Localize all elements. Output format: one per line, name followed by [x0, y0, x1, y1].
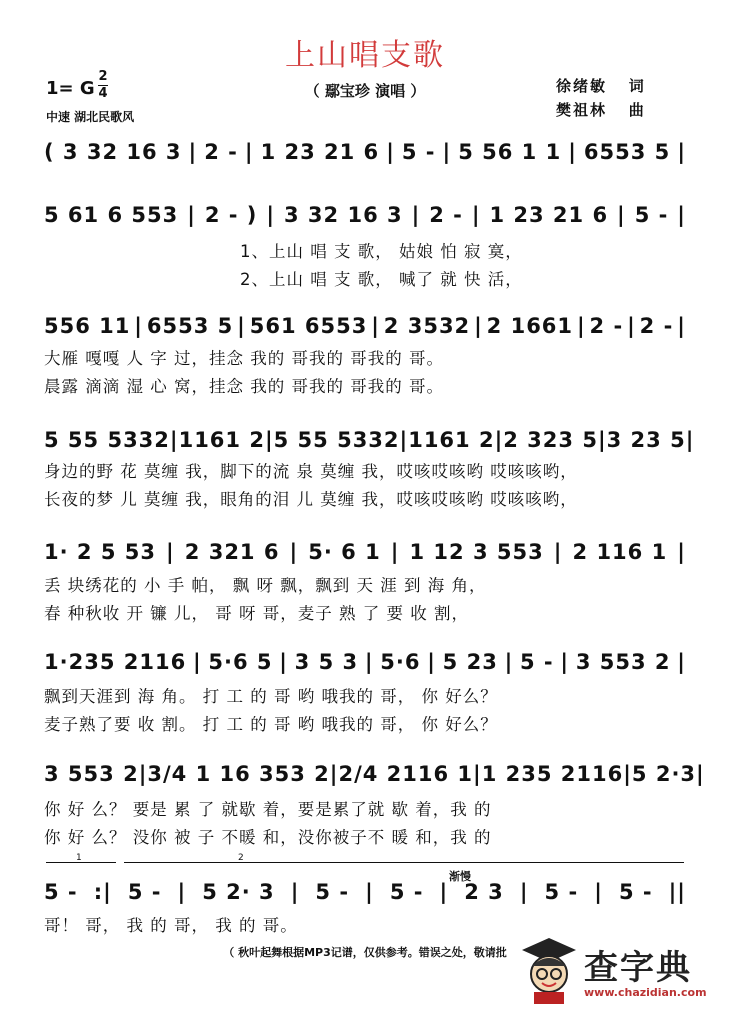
- lyric-line: 你 好 么？ 没你 被 子 不暖 和，没你被子不 暖 和，我 的: [44, 828, 492, 847]
- barline: |: [364, 650, 374, 674]
- barline: |: [169, 428, 179, 452]
- barline: |: [138, 762, 148, 786]
- barline: :|: [93, 880, 112, 904]
- footer-note: （ 秋叶起舞根据MP3记谱，仅供参考。错误之处，敬请批: [223, 946, 507, 959]
- barline: |: [685, 428, 695, 452]
- notation-row: [44, 140, 686, 164]
- barline: |: [365, 880, 374, 904]
- barline: |: [192, 650, 202, 674]
- measure-notes: 2 - ): [204, 203, 258, 227]
- measure-notes: 1161 2: [178, 428, 265, 452]
- lyricist-role: 词: [628, 77, 646, 95]
- measure-notes: 5 2·3: [631, 762, 697, 786]
- measure-notes: 5 2· 3: [202, 880, 275, 904]
- measure-notes: 5 -: [634, 203, 669, 227]
- measure-notes: 2 321 6: [184, 540, 280, 564]
- notation-row: [44, 203, 686, 227]
- measure-notes: 1· 2 5 53: [44, 540, 156, 564]
- barline: |: [594, 880, 603, 904]
- barline: |: [677, 140, 686, 164]
- barline: |: [560, 650, 570, 674]
- measure-notes: 6553 5: [146, 314, 234, 338]
- barline: |: [597, 428, 607, 452]
- composer-name: 樊祖林: [556, 101, 608, 119]
- lyric-line: 丢 块绣花的 小 手 帕， 飘 呀 飘，飘到 天 涯 到 海 角，: [44, 576, 487, 595]
- measure-notes: 3 5 3: [294, 650, 359, 674]
- lyric-line: 1、上山 唱 支 歌， 姑娘 怕 寂 寞，: [240, 242, 523, 261]
- barline: |: [696, 762, 705, 786]
- barline: |: [427, 650, 436, 674]
- meter-bottom: 4: [98, 86, 108, 101]
- measure-notes: 3 23 5: [606, 428, 686, 452]
- measure-notes: 1 12 3 553: [409, 540, 544, 564]
- key-signature: 1= G: [46, 78, 95, 99]
- ritardando-marking: 渐慢: [449, 870, 471, 883]
- second-ending-number: 2: [238, 853, 244, 863]
- measure-notes: 5 -: [315, 880, 350, 904]
- barline: |: [187, 203, 196, 227]
- measure-notes: 2 -: [429, 203, 463, 227]
- measure-notes: 6553 5: [583, 140, 671, 164]
- measure-notes: 5 -: [520, 650, 554, 674]
- barline: |: [177, 880, 187, 904]
- notation-row: [44, 428, 695, 452]
- measure-notes: 2 -: [589, 314, 624, 338]
- notation-row: [44, 880, 686, 904]
- second-ending-bracket: [124, 862, 684, 863]
- measure-notes: 3/4 1 16 353 2: [147, 762, 330, 786]
- measure-notes: 5 56 1 1: [458, 140, 562, 164]
- graduate-mascot-icon: [518, 936, 580, 1006]
- barline: |: [494, 428, 504, 452]
- barline: |: [442, 140, 452, 164]
- measure-notes: 2/4 2116 1: [338, 762, 474, 786]
- barline: |: [504, 650, 514, 674]
- measure-notes: 2 116 1: [572, 540, 668, 564]
- lyric-line: 大雁 嘎嘎 人 字 过，挂念 我的 哥我的 哥我的 哥。: [44, 349, 444, 368]
- composer-role: 曲: [628, 101, 646, 119]
- lyric-line: 晨露 滴滴 湿 心 窝，挂念 我的 哥我的 哥我的 哥。: [44, 377, 444, 396]
- barline: |: [553, 540, 563, 564]
- measure-notes: 1·235 2116: [44, 650, 187, 674]
- barline: |: [677, 203, 686, 227]
- measure-notes: 2 3532: [383, 314, 471, 338]
- notation-row: [44, 540, 686, 564]
- measure-notes: 3 553 2: [575, 650, 671, 674]
- barline: |: [399, 428, 409, 452]
- logo-url: www.chazidian.com: [584, 986, 707, 999]
- lyric-line: 哥！ 哥， 我 的 哥， 我 的 哥。: [44, 916, 298, 935]
- measure-notes: 3 32 16 3: [284, 203, 403, 227]
- lyricist-name: 徐绪敏: [556, 77, 608, 95]
- barline: |: [166, 540, 175, 564]
- measure-notes: 1 23 21 6: [489, 203, 609, 227]
- measure-notes: 5·6: [380, 650, 421, 674]
- barline: |: [677, 314, 686, 338]
- barline: |: [411, 203, 421, 227]
- singer-credit: （ 鄢宝珍 演唱 ）: [304, 82, 426, 100]
- notation-row: [44, 762, 705, 786]
- measure-notes: 5 55 5332: [44, 428, 170, 452]
- barline: |: [519, 880, 529, 904]
- measure-notes: 2 3: [464, 880, 504, 904]
- meter-top: 2: [98, 69, 108, 84]
- song-title: 上山唱支歌: [285, 38, 445, 73]
- measure-notes: 5 -: [127, 880, 162, 904]
- barline: |: [474, 314, 483, 338]
- measure-notes: 5 -: [544, 880, 579, 904]
- measure-notes: 2 1661: [486, 314, 574, 338]
- measure-notes: 3 553 2: [44, 762, 139, 786]
- notation-row: [44, 314, 686, 338]
- measure-notes: 5 23: [442, 650, 498, 674]
- barline: |: [134, 314, 143, 338]
- measure-notes: 2 -: [204, 140, 238, 164]
- measure-notes: ( 3 32 16 3: [44, 140, 182, 164]
- measure-notes: 2 -: [639, 314, 674, 338]
- lyric-line: 长夜的梦 儿 莫缠 我，眼角的泪 儿 莫缠 我，哎咳哎咳哟 哎咳咳哟，: [44, 490, 578, 509]
- measure-notes: 1 23 21 6: [260, 140, 380, 164]
- barline: |: [244, 140, 254, 164]
- notation-row: [44, 650, 686, 674]
- barline: |: [188, 140, 198, 164]
- measure-notes: 2 323 5: [503, 428, 598, 452]
- barline: |: [386, 140, 395, 164]
- barline: |: [279, 650, 288, 674]
- barline: |: [371, 314, 380, 338]
- measure-notes: 5 -: [44, 880, 78, 904]
- composer-credit: [556, 99, 646, 120]
- barline: |: [289, 540, 299, 564]
- barline: |: [473, 762, 482, 786]
- barline: |: [677, 540, 686, 564]
- lyric-line: 身边的野 花 莫缠 我，脚下的流 泉 莫缠 我，哎咳哎咳哟 哎咳咳哟，: [44, 462, 578, 481]
- measure-notes: 5 55 5332: [273, 428, 400, 452]
- barline: |: [390, 540, 400, 564]
- barline: |: [677, 650, 686, 674]
- first-ending-number: 1: [76, 853, 82, 863]
- lyric-line: 春 种秋收 开 镰 儿， 哥 呀 哥，麦子 熟 了 要 收 割，: [44, 604, 469, 623]
- measure-notes: 5 -: [401, 140, 436, 164]
- barline: |: [329, 762, 339, 786]
- lyric-line: 麦子熟了要 收 割。 打 工 的 哥 哟 哦我的 哥， 你 好么？: [44, 715, 498, 734]
- barline: |: [627, 314, 636, 338]
- barline: |: [576, 314, 586, 338]
- measure-notes: 5· 6 1: [308, 540, 381, 564]
- tempo-marking: 中速 湖北民歌风: [46, 110, 135, 124]
- barline: |: [290, 880, 300, 904]
- barline: |: [266, 203, 276, 227]
- barline: ||: [668, 880, 686, 904]
- measure-notes: 1161 2: [408, 428, 495, 452]
- lyric-line: 你 好 么？ 要是 累 了 就歇 着，要是累了就 歇 着，我 的: [44, 800, 492, 819]
- barline: |: [264, 428, 274, 452]
- logo-text: 查字典: [584, 948, 692, 988]
- barline: |: [237, 314, 246, 338]
- lyric-line: 飘到天涯到 海 角。 打 工 的 哥 哟 哦我的 哥， 你 好么？: [44, 687, 498, 706]
- site-logo[interactable]: [518, 936, 718, 1006]
- measure-notes: 5 61 6 553: [44, 203, 179, 227]
- measure-notes: 5 -: [618, 880, 653, 904]
- measure-notes: 561 6553: [249, 314, 368, 338]
- barline: |: [617, 203, 626, 227]
- barline: |: [439, 880, 449, 904]
- measure-notes: 5 -: [389, 880, 424, 904]
- barline: |: [471, 203, 481, 227]
- measure-notes: 1 235 2116: [481, 762, 624, 786]
- lyric-line: 2、上山 唱 支 歌， 喊了 就 快 活，: [240, 270, 523, 289]
- barline: |: [623, 762, 632, 786]
- barline: |: [568, 140, 577, 164]
- measure-notes: 556 11: [44, 314, 131, 338]
- lyricist-credit: [556, 75, 646, 96]
- measure-notes: 5·6 5: [208, 650, 273, 674]
